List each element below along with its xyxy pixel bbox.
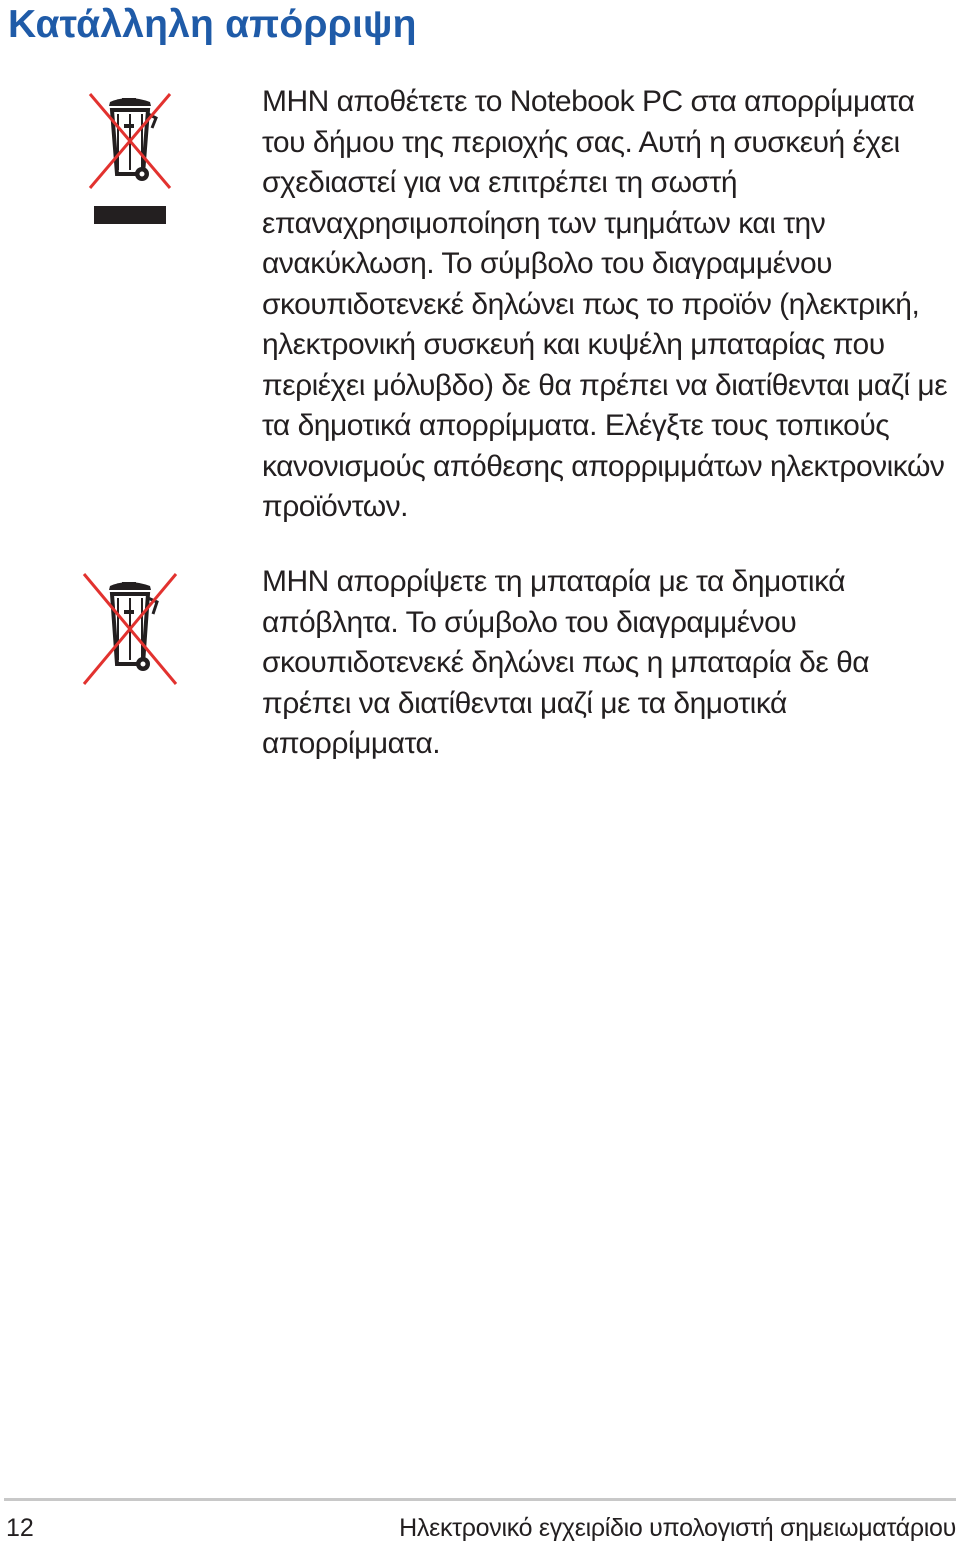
- footer-divider: [4, 1498, 956, 1501]
- page-title: Κατάλληλη απόρριψη: [8, 3, 417, 46]
- footer-document-title: Ηλεκτρονικό εγχειρίδιο υπολογιστή σημειωματάριου: [399, 1514, 956, 1542]
- battery-disposal-text: ΜΗΝ απορρίψετε τη μπαταρία με τα δημοτικά απόβλητα. Το σύμβολο του διαγραμμένου σκουπιδοτενεκέ δηλώνει πως η μπαταρία δε θα πρέπει να διατίθενται μαζί με τα δημοτικά απορρίμματα.: [262, 565, 870, 760]
- crossed-out-wheelie-bin-with-bar-icon: [80, 84, 180, 239]
- crossed-out-wheelie-bin-icon: [80, 566, 180, 699]
- page-number: 12: [6, 1514, 34, 1542]
- notebook-disposal-text: ΜΗΝ αποθέτετε το Notebook PC στα απορρίμματα του δήμου της περιοχής σας. Αυτή η συσκευή έχει σχεδιαστεί για να επιτρέπει τη σωστή επαναχρησιμοποίηση των τμημάτων και την ανακύκλωση. Το σύμβολο του διαγραμμένου σκουπιδοτενεκέ δηλώνει πως το προϊόν (ηλεκτρική, ηλεκτρονική συσκευή και κυψέλη μπαταρίας που περιέχει μόλυβδο) δε θα πρέπει να διατίθενται μαζί με τα δημοτικά απορρίμματα. Ελέγξτε τους τοπικούς κανονισμούς απόθεσης απορριμμάτων ηλεκτρονικών προϊόντων.: [262, 85, 948, 523]
